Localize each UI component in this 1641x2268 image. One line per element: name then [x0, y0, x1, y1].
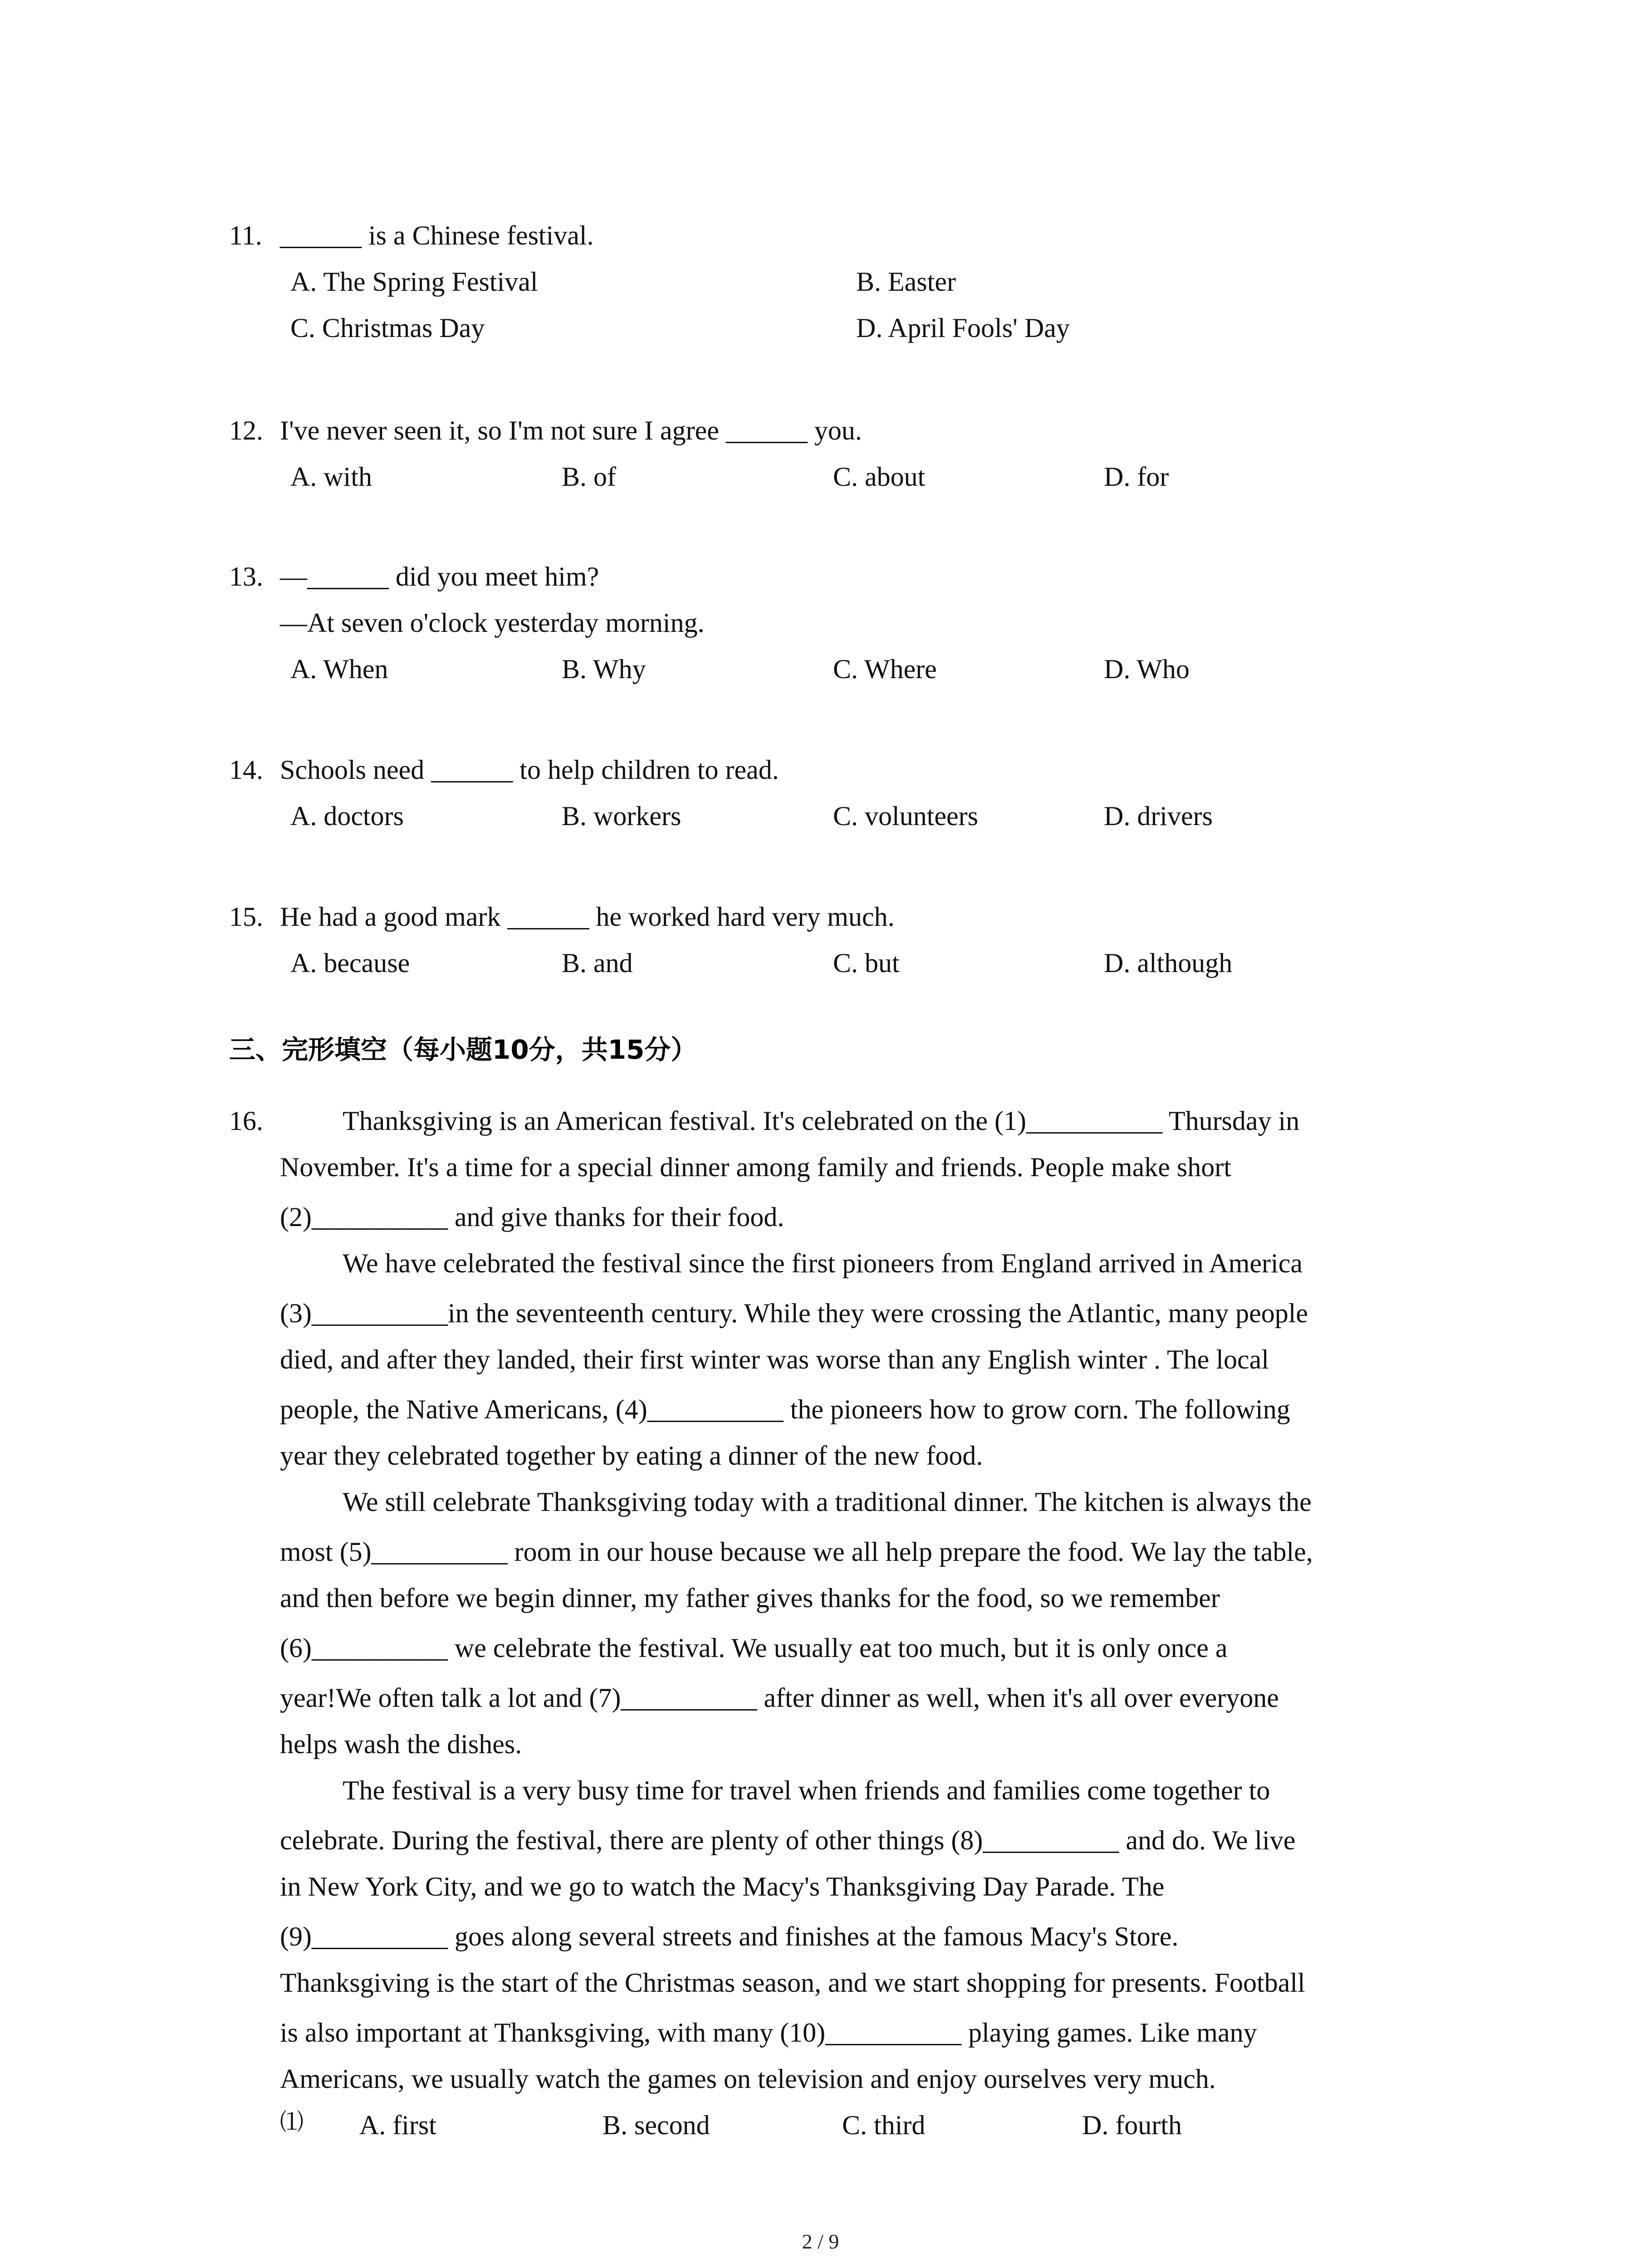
passage-line: Americans, we usually watch the games on television and enjoy ourselves very much. [280, 2064, 1216, 2094]
passage-line: (3)__________in the seventeenth century. While they were crossing the Atlantic, many people [280, 1298, 1308, 1328]
subquestion-1-option-d: D. fourth [1082, 2110, 1182, 2140]
question-13-stem: —______ did you meet him? [280, 562, 599, 591]
question-13-option-a: A. When [290, 654, 388, 684]
question-13-number: 13. [229, 562, 263, 591]
question-11-option-b: B. Easter [856, 267, 956, 297]
question-12-option-c: C. about [833, 462, 926, 492]
question-15-option-d: D. although [1104, 948, 1233, 978]
question-15-option-c: C. but [833, 948, 900, 978]
question-14-option-d: D. drivers [1104, 801, 1213, 831]
subquestion-1-option-a: A. first [359, 2110, 436, 2140]
question-12-stem: I've never seen it, so I'm not sure I agree ______ you. [280, 415, 862, 445]
passage-line: (6)__________ we celebrate the festival. We usually eat too much, but it is only once a [280, 1633, 1228, 1663]
question-11-stem: ______ is a Chinese festival. [280, 220, 594, 250]
passage-line: most (5)__________ room in our house because we all help prepare the food. We lay the table, [280, 1537, 1313, 1567]
question-13-option-d: D. Who [1104, 654, 1190, 684]
question-11-number: 11. [229, 220, 262, 250]
passage-line: We have celebrated the festival since the first pioneers from England arrived in America [343, 1248, 1303, 1278]
question-14-stem: Schools need ______ to help children to read. [280, 755, 779, 785]
subquestion-1-option-b: B. second [603, 2110, 710, 2140]
question-13-option-b: B. Why [562, 654, 646, 684]
question-12-number: 12. [229, 415, 263, 445]
question-11-option-d: D. April Fools' Day [856, 313, 1070, 343]
question-12-option-d: D. for [1104, 462, 1169, 492]
passage-line: people, the Native Americans, (4)__________ the pioneers how to grow corn. The following [280, 1394, 1290, 1424]
question-13-answer-line: —At seven o'clock yesterday morning. [280, 608, 705, 638]
passage-line: Thanksgiving is an American festival. It's celebrated on the (1)__________ Thursday in [343, 1106, 1300, 1136]
question-14-option-a: A. doctors [290, 801, 404, 831]
passage-line: (2)__________ and give thanks for their food. [280, 1202, 784, 1232]
question-15-number: 15. [229, 902, 263, 932]
passage-line: The festival is a very busy time for travel when friends and families come together to [343, 1775, 1270, 1805]
passage-line: We still celebrate Thanksgiving today with a traditional dinner. The kitchen is always the [343, 1487, 1312, 1517]
passage-line: Thanksgiving is the start of the Christmas season, and we start shopping for presents. Football [280, 1968, 1305, 1998]
question-13-option-c: C. Where [833, 654, 937, 684]
question-12-option-b: B. of [562, 462, 616, 492]
question-12-option-a: A. with [290, 462, 372, 492]
question-14-option-c: C. volunteers [833, 801, 978, 831]
question-14-number: 14. [229, 755, 263, 785]
question-11-option-c: C. Christmas Day [290, 313, 485, 343]
passage-line: year they celebrated together by eating a dinner of the new food. [280, 1441, 983, 1471]
passage-line: helps wash the dishes. [280, 1729, 522, 1759]
question-11-option-a: A. The Spring Festival [290, 267, 538, 297]
page-number: 2 / 9 [802, 2230, 839, 2253]
question-15-option-b: B. and [562, 948, 633, 978]
passage-line: (9)__________ goes along several streets and finishes at the famous Macy's Store. [280, 1921, 1179, 1951]
question-14-option-b: B. workers [562, 801, 681, 831]
question-15-stem: He had a good mark ______ he worked hard very much. [280, 902, 895, 932]
section-heading-cloze: 三、完形填空（每小题10分，共15分） [229, 1034, 697, 1065]
subquestion-1-option-c: C. third [842, 2110, 926, 2140]
question-16-number: 16. [229, 1106, 263, 1136]
passage-line: in New York City, and we go to watch the Macy's Thanksgiving Day Parade. The [280, 1872, 1165, 1901]
passage-line: November. It's a time for a special dinner among family and friends. People make short [280, 1152, 1231, 1182]
passage-line: died, and after they landed, their first winter was worse than any English winter . The local [280, 1344, 1269, 1374]
passage-line: and then before we begin dinner, my father gives thanks for the food, so we remember [280, 1583, 1220, 1613]
passage-line: year!We often talk a lot and (7)__________ after dinner as well, when it's all over everyone [280, 1683, 1279, 1713]
passage-line: is also important at Thanksgiving, with many (10)__________ playing games. Like many [280, 2018, 1257, 2048]
question-15-option-a: A. because [290, 948, 410, 978]
subquestion-1-number: ⑴ [280, 2110, 304, 2136]
passage-line: celebrate. During the festival, there are plenty of other things (8)__________ and do. We live [280, 1825, 1296, 1855]
